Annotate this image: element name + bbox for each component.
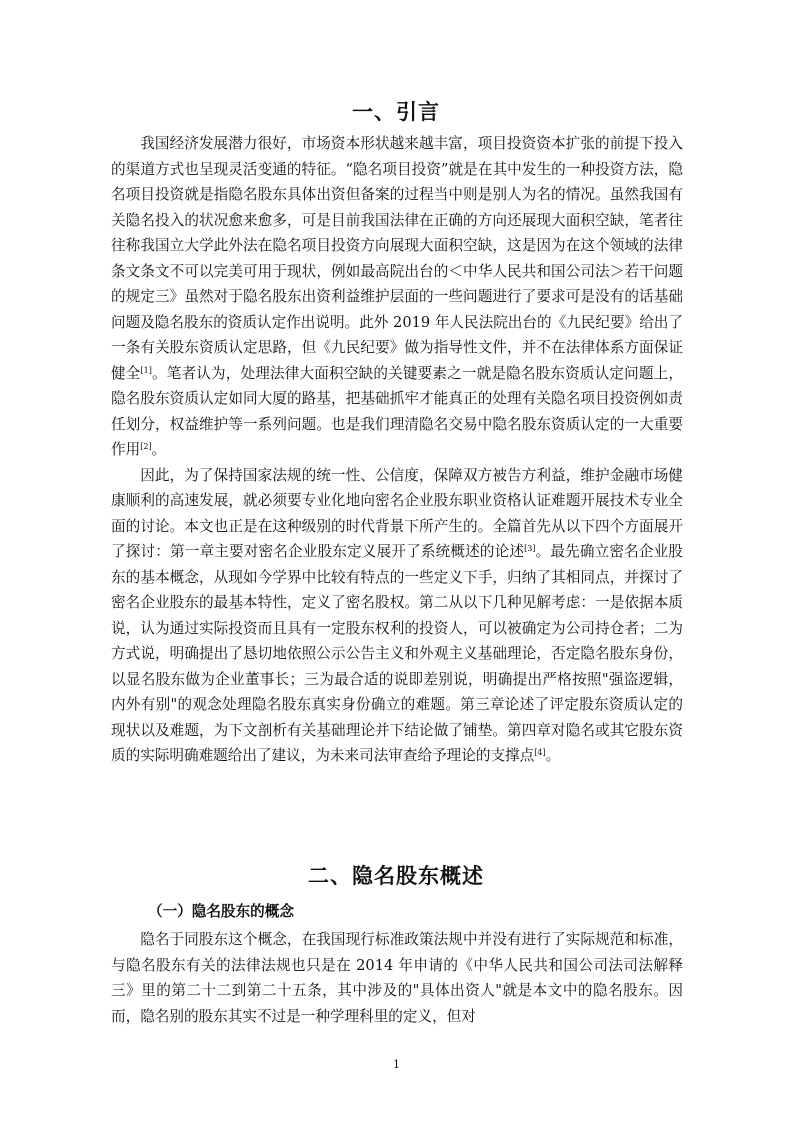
- introduction-body: [111, 131, 683, 769]
- section-title-introduction: 一、引言: [352, 100, 440, 124]
- page-number: 1: [393, 1058, 400, 1071]
- subsection-title-concept: （一）隐名股东的概念: [148, 903, 294, 920]
- paragraph: 我国经济发展潜力很好，市场资本形状越来越丰富，项目投资资本扩张的前提下投入的渠道方式也呈现灵活变通的特征。“隐名项目投资”就是在其中发生的一种投资方法，隐名项目投资就是指隐名股东具体出资但备案的过程当中则是别人为名的情况。虽然我国有关隐名投入的状况愈来愈多，可是目前我国法律在正确的方向还展现大面积空缺，笔者往往称我国立大学此外法在隐名项目投资方向展现大面积空缺，这是因为在这个领域的法律条文条文不可以完美可用于现状，例如最高院出台的＜中华人民共和国公司法＞若干问题的规定三》虽然对于隐名股东出资利益维护层面的一些问题进行了要求可是没有的话基础问题及隐名股东的资质认定作出说明。此外 2019 年人民法院出台的《九民纪要》给出了一条有关股东资质认定思路，但《九民纪要》做为指导性文件，并不在法律体系方面保证健全[1]。笔者认为，处理法律大面积空缺的关键要素之一就是隐名股东资质认定问题上，隐名股东资质认定如同大厦的路基，把基础抓牢才能真正的处理有关隐名项目投资例如责任划分，权益维护等一系列问题。也是我们理清隐名交易中隐名股东资质认定的一大重要作用[2]。: [111, 135, 683, 458]
- citation-ref[interactable]: [4]: [534, 748, 546, 757]
- section-title-overview: 二、隐名股东概述: [308, 864, 484, 888]
- citation-ref[interactable]: [2]: [140, 442, 152, 451]
- concept-body: [111, 927, 683, 1029]
- paragraph: 因此，为了保持国家法规的统一性、公信度，保障双方被告方利益，维护金融市场健康顺利的高速发展，就必须要专业化地向密名企业股东职业资格认证难题开展技术专业全面的讨论。本文也正是在这种级别的时代背景下所产生的。全篇首先从以下四个方面展开了探讨：第一章主要对密名企业股东定义展开了系统概述的论述[3]。最先确立密名企业股东的基本概念，从现如今学界中比较有特点的一些定义下手，归纳了其相同点，并探讨了密名企业股东的最基本特性，定义了密名股权。第二从以下几种见解考虑：一是依据本质说，认为通过实际投资而且具有一定股东权利的投资人，可以被确定为公司持仓者；二为方式说，明确提出了恳切地依照公示公告主义和外观主义基础理论，否定隐名股东身份，以显名股东做为企业董事长；三为最合适的说即差别说，明确提出严格按照"强盗逻辑，内外有别"的观念处理隐名股东真实身份确立的难题。第三章论述了评定股东资质认定的现状以及难题，为下文剖析有关基础理论并下结论做了铺垫。第四章对隐名或其它股东资质的实际明确难题给出了建议，为未来司法审查给予理论的支撑点[4]。: [111, 466, 683, 764]
- paragraph: 隐名于同股东这个概念，在我国现行标准政策法规中并没有进行了实际规范和标准，与隐名股东有关的法律法规也只是在 2014 年申请的《中华人民共和国公司法司法解释三》里的第二十二到第二十五条，其中涉及的"具体出资人"就是本文中的隐名股东。因而，隐名别的股东其实不过是一种学理科里的定义，但对: [111, 931, 683, 1025]
- citation-ref[interactable]: [1]: [140, 365, 152, 375]
- citation-ref[interactable]: [3]: [524, 544, 536, 553]
